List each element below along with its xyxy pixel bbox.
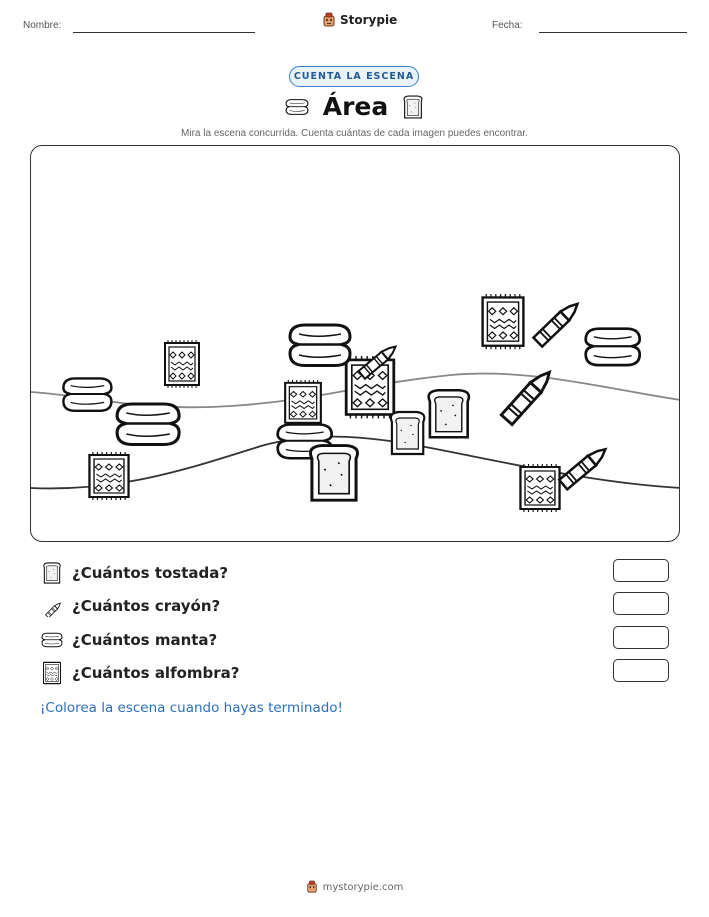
name-label: Nombre: xyxy=(23,20,62,31)
blanket-4 xyxy=(117,404,179,445)
date-field[interactable] xyxy=(539,32,687,33)
crayon-icon xyxy=(41,595,63,617)
answer-box-toast[interactable] xyxy=(613,559,669,582)
brand-logo xyxy=(322,12,397,28)
toast-3 xyxy=(310,446,357,501)
blanket-icon xyxy=(41,631,63,649)
scene-illustration xyxy=(31,146,680,542)
storypie-icon xyxy=(306,880,318,894)
rug-2 xyxy=(483,294,524,349)
answer-box-crayon[interactable] xyxy=(613,592,669,615)
question-text: ¿Cuántos tostada? xyxy=(72,564,229,582)
scene-frame xyxy=(30,145,680,542)
instructions: Mira la escena concurrida. Cuenta cuántas de cada imagen puedes encontrar. xyxy=(181,128,528,139)
page-title: Área xyxy=(322,92,389,121)
color-instruction: ¡Colorea la escena cuando hayas terminado! xyxy=(40,700,343,716)
question-text: ¿Cuántos manta? xyxy=(72,631,218,649)
blanket-icon xyxy=(285,98,309,116)
toast-icon xyxy=(41,562,63,584)
footer-url: mystorypie.com xyxy=(322,881,404,893)
answer-box-rug[interactable] xyxy=(613,659,669,682)
question-crayon xyxy=(41,594,220,618)
date-label: Fecha: xyxy=(492,20,523,31)
crayon-2 xyxy=(533,299,581,346)
toast-2 xyxy=(391,412,424,454)
title-row xyxy=(0,92,709,121)
rug-5 xyxy=(89,452,128,500)
question-rug xyxy=(41,661,240,685)
blanket-1 xyxy=(290,325,350,366)
name-field[interactable] xyxy=(73,32,255,33)
question-blanket xyxy=(41,628,217,652)
blanket-2 xyxy=(586,329,640,365)
footer xyxy=(0,880,709,894)
activity-badge: CUENTA LA ESCENA xyxy=(289,66,419,87)
question-text: ¿Cuántos crayón? xyxy=(72,597,221,615)
brand-name: Storypie xyxy=(340,13,398,27)
question-text: ¿Cuántos alfombra? xyxy=(72,664,240,682)
crayon-4 xyxy=(559,444,609,489)
blanket-3 xyxy=(63,378,111,410)
answer-box-blanket[interactable] xyxy=(613,626,669,649)
toast-icon xyxy=(402,95,424,119)
storypie-icon xyxy=(322,12,336,28)
rug-6 xyxy=(520,464,559,512)
toast-1 xyxy=(429,390,469,437)
rug-4 xyxy=(285,380,321,426)
question-toast xyxy=(41,561,228,585)
rug-1 xyxy=(165,340,199,388)
rug-icon xyxy=(41,661,63,685)
